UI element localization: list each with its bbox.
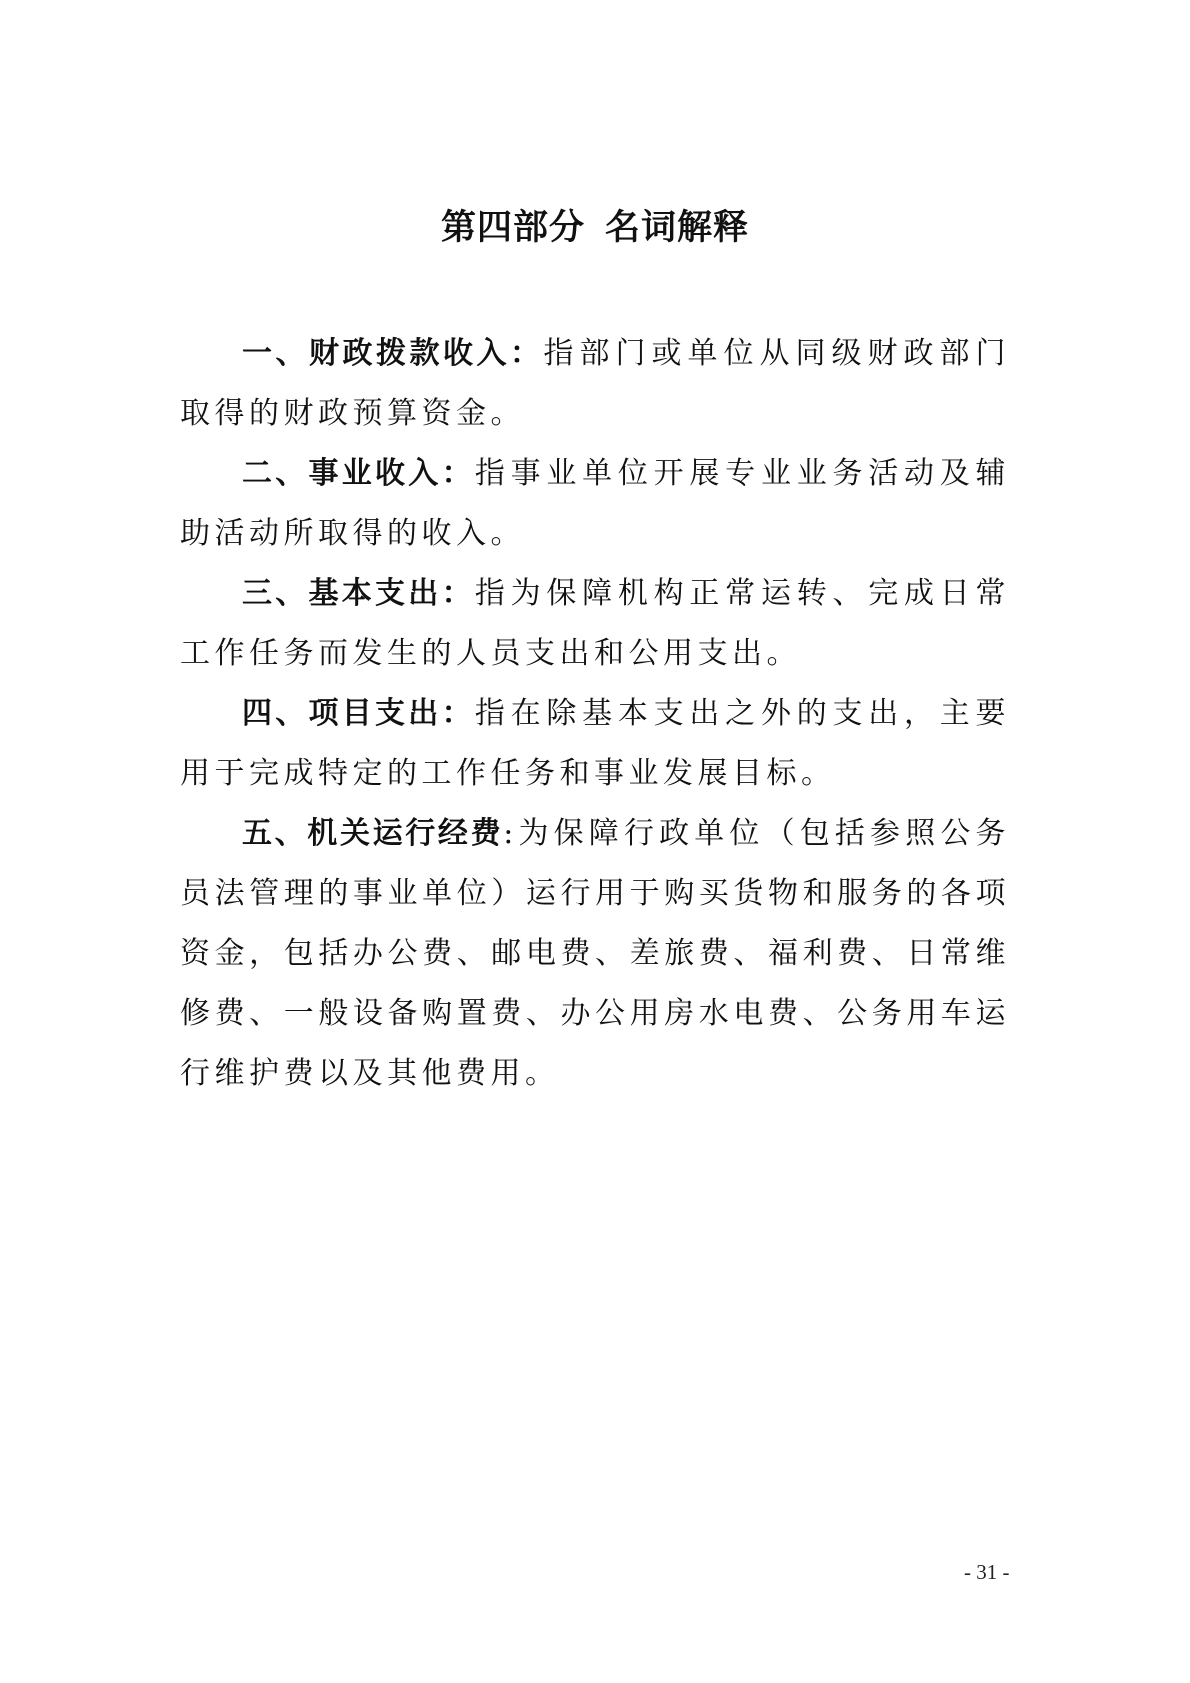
page-number: - 31 - [964,1560,1010,1584]
glossary-definition: 指事业单位开展专业业务活动及辅助活动所取得的收入。 [180,456,1011,551]
glossary-definition: :为保障行政单位（包括参照公务员法管理的事业单位）运行用于购买货物和服务的各项资金，包括办公费、邮电费、差旅费、福利费、日常维修费、一般设备购置费、办公用房水电费、公务用车运行维护费以及其他费用。 [180,816,1010,1091]
glossary-entry [180,684,1010,804]
title-name: 名词解释 [605,208,750,248]
glossary-definition: 指部门或单位从同级财政部门取得的财政预算资金。 [180,336,1010,431]
glossary-entry [180,444,1010,564]
page-title [0,203,1190,253]
glossary-body [180,324,1010,1104]
glossary-term: 二、事业收入： [242,456,475,491]
title-part: 第四部分 [440,208,585,248]
glossary-term: 三、基本支出： [242,576,475,611]
glossary-term: 四、项目支出： [242,696,475,731]
glossary-definition: 指在除基本支出之外的支出，主要用于完成特定的工作任务和事业发展目标。 [180,696,1011,791]
glossary-entry [180,564,1010,684]
glossary-definition: 指为保障机构正常运转、完成日常工作任务而发生的人员支出和公用支出。 [180,576,1011,671]
glossary-term: 五、机关运行经费 [242,816,504,851]
glossary-entry [180,804,1010,1104]
glossary-entry [180,324,1010,444]
glossary-term: 一、财政拨款收入： [242,336,544,371]
